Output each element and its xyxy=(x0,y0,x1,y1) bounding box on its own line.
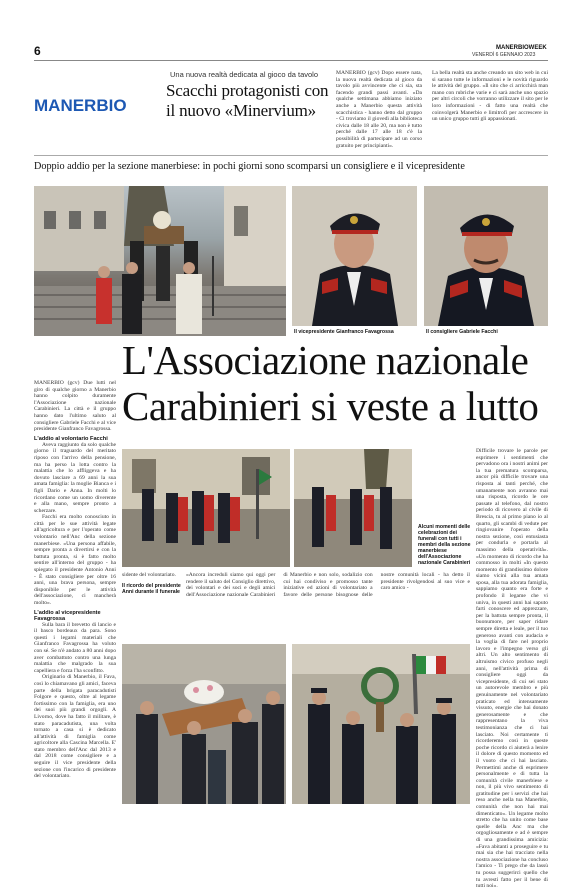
volunteer-note: sidente del volontariato. xyxy=(122,572,176,578)
subhead-favagrossa: L'addio al vicepresidente Favagrossa xyxy=(34,609,101,622)
main-kicker: Doppio addio per la sezione manerbiese: in pochi giorni sono scomparsi un consigliere e il vicepresidente xyxy=(34,161,465,172)
councillor-portrait xyxy=(424,186,548,326)
chess-text-col1: MANERBIO (gcv) Dopo essere nata, la nuova realtà dedicata al gioco da tavolo più avvincente che ci sia, sta facendo grandi passi avanti. «Da qualche settimana abbiamo iniziato anche a Manerbio questa attività scacchistica - hanno detto dal gruppo - Ci troviamo il giovedì alla biblioteca civica dalle 18 alle 20, ma non è tutto perché dalle 17 alle 18 c'è la possibilità di partecipare ad un corso gratuito per principianti». xyxy=(336,70,422,149)
issue-date: VENERDÌ 6 GENNAIO 2023 xyxy=(472,52,536,58)
favagrossa-paragraph-2: Originario di Manerbio, il Fava, così lo chiamavano gli amici, faceva parte della brigata paracadutisti Folgore e questo, oltre al legame fortissimo con la famiglia, era uno dei suoi più grandi orgogli. A Livorno, dove ha fatto il militare, è stato paracadutista, una volta tornato a casa si è dedicato all'attività di famiglia come agricoltore alla Cascina Marcella. E' stato membro dell'Anc dal 2013 e dal 2018 come consigliere e a seguire il vice presidente della sezione con l'incarico di presidente del volontariato. xyxy=(34,674,116,780)
chess-title-line2: il nuovo «Minervium» xyxy=(166,101,316,120)
facchi-paragraph-2: Facchi era molto conosciuto in città per le sue attività legate all'agricoltura e per l'operato come volontario nell'Anc della sezione manerbiese. «Una persona affabile, sempre pronta a divertirsi e con la battuta pronta, si è fatto molto sentire all'interno del gruppo - ha spiegato il presidente Antonio Anni - È stato consigliere per oltre 16 anni, una brava persona, sempre disponibile per le attività dell'associazione, ci mancherà molto». xyxy=(34,514,116,606)
header-rule xyxy=(34,60,548,61)
page-number: 6 xyxy=(34,44,41,58)
councillor-caption: Il consigliere Gabriele Facchi xyxy=(426,329,498,335)
chess-title-line1: Scacchi protagonisti con xyxy=(166,81,329,100)
ceremony-photo-left xyxy=(122,449,290,567)
left-column xyxy=(34,380,116,820)
masthead: MANERBIOWEEK xyxy=(496,45,547,51)
procession-photo xyxy=(34,186,286,336)
vicepresident-caption: Il vicepresidente Gianfranco Favagrossa xyxy=(294,329,394,335)
main-title-line1: L'Associazione nazionale xyxy=(122,337,529,383)
facchi-paragraph-1: Aveva raggiunto da solo qualche giorno il traguardo del meritato riposo con l'arrivo della pensione, ma ha perso la lotta contro la malattia che lo affliggeva e ha dovuto lasciare a 69 anni la sua amata famiglia: la moglie Bianca e i figli Dario e Anna. In molti lo ricordano come un uomo diverente e alla mano, sempre pronto a scherzare. xyxy=(34,441,116,514)
main-title-line2: Carabinieri si veste a lutto xyxy=(122,383,539,429)
chess-kicker: Una nuova realtà dedicata al gioco da tavolo xyxy=(170,70,319,79)
coffin-photo xyxy=(122,644,286,804)
subhead-facchi: L'addio al volontario Facchi xyxy=(34,435,108,442)
right-column-text: Difficile trovare le parole per esprimere i sentimenti che pervadono ora i nostri animi per la tua prematura scomparsa, ancor più difficile trovare una risposta ai tanti perché, che umanamente non avranno mai una risposta, ricordo le ore passate al telefono, dal nostro periodo di ricovero al civile di Brescia, tu al primo piano io al quarto, gli scambi di vedute per ringiovanire l'operato della nostra sezione, così entusiasta per condurla e portarla al massimo della operatività». «Un momento di ricordo che ha commosso in molti «In questo momento di grandissimo dolore siamo vicini alla tua amata sposa, alla tua adorata famiglia, sappiamo quanto era forte e profondo il legame che vi univa, in questi anni hai saputo farti conoscere ed apprezzare, per la battuta sempre pronta, il buonumore, per saper ridare sempre diretta e leale, per il tuo generoso avanti con audacia e la voglia di fare nel proprio lavoro e l'impegno verso gli altri. Un alto sentimento di altruismo civico profuso negli anni, nell'attività prima di consigliere oggi da vicepresidente, di cui sei stato un autorevole membro e più genuinamente nel volontariato praticato ed intensamente vissuto, energie che hai donato generosamente e che rappresentano la viva testimonianza che ci hai lasciato. Noi certamente ti ricorderemo così in queste poche ricordo ci aiuterà a lenire il dolore di questo momento ed il vuoto che ci hai lasciato. Permettimi anche di esprimere personalmente e di tutta la comunità civile manerbiese e non, il più vivo sentimento di gratitudine per i servizi che hai reso anche nella tua Manerbio, comunità che non hai mai dimenticato». Un legame molto stretto che ha unito come base quelle della Anc ma che orgogliosamente e ad è sempre di una grandissima amicizia: «Fava abitanti a proseguire e tu mai sia che hai tracciato nella nostra associazione ha concluso l'amico - Ti prego che da lassù tu possa suggerirci quello che tu avresti fatto per il bene di tutti noi». xyxy=(476,448,548,890)
chess-text-col2: La bella realtà sta anche creando un sito web in cui si sarano tutte le informazioni e le novità riguardo le attività del gruppo. «Il sito che ci arricchirà man mano con rubriche varie e ci sarà anche uno spazio per altri circoli che vorranno utilizzare il sito per le loro informazioni - di fatto una realtà che coinvolgerà Manerbio e limitrofi per accrescere in un unico gruppo tutti gli appassionati. xyxy=(432,70,548,123)
memory-caption: Il ricordo del presidente Anni durante il funerale xyxy=(122,583,181,595)
section-rule xyxy=(34,155,548,156)
ceremony-caption: Alcuni momenti delle celebrazioni dei funerali con tutti i membri della sezione manerbiese dell'Associazione nazionale Carabinieri xyxy=(418,524,471,566)
section-label: MANERBIO xyxy=(34,96,127,115)
honor-guard-photo xyxy=(292,644,470,804)
intro-paragraph: MANERBIO (gcv) Due lutti nel giro di qualche giorno a Manerbio hanno colpito duramente l'Associazione nazionale Carabinieri. La città e il gruppo hanno dato l'ultimo saluto al consigliere Gabriele Facchi e al vice presidente Gianfranco Favagrossa. xyxy=(34,380,116,433)
favagrossa-paragraph-1: Sulla bara il brevetto di lancio e il basco bordeaux da para. Sono questi i legami materiali che Gianfranco Favagrossa ha voluto con sé. Se n'è andato a 80 anni dopo aver combattuto contro una lunga malattia che malgrado la sua capelliera e forza l'ha sconfitto. xyxy=(34,621,116,674)
middle-text: «Ancora increduli siamo qui oggi per rendere il saluto del Consiglio direttivo, dei volontari e dei soci e degli amici dell'Associazione nazionale Carabinieri di Manerbio e non solo, sodalizio con cui hai condiviso e promosso tante iniziative ed azioni di volontariato a favore delle persone bisognose delle nostre comunità locali - ha detto il presidente rivolgendosi al suo vice e caro amico - xyxy=(186,572,470,598)
ceremony-photo-right xyxy=(294,449,412,567)
vicepresident-portrait xyxy=(292,186,417,326)
